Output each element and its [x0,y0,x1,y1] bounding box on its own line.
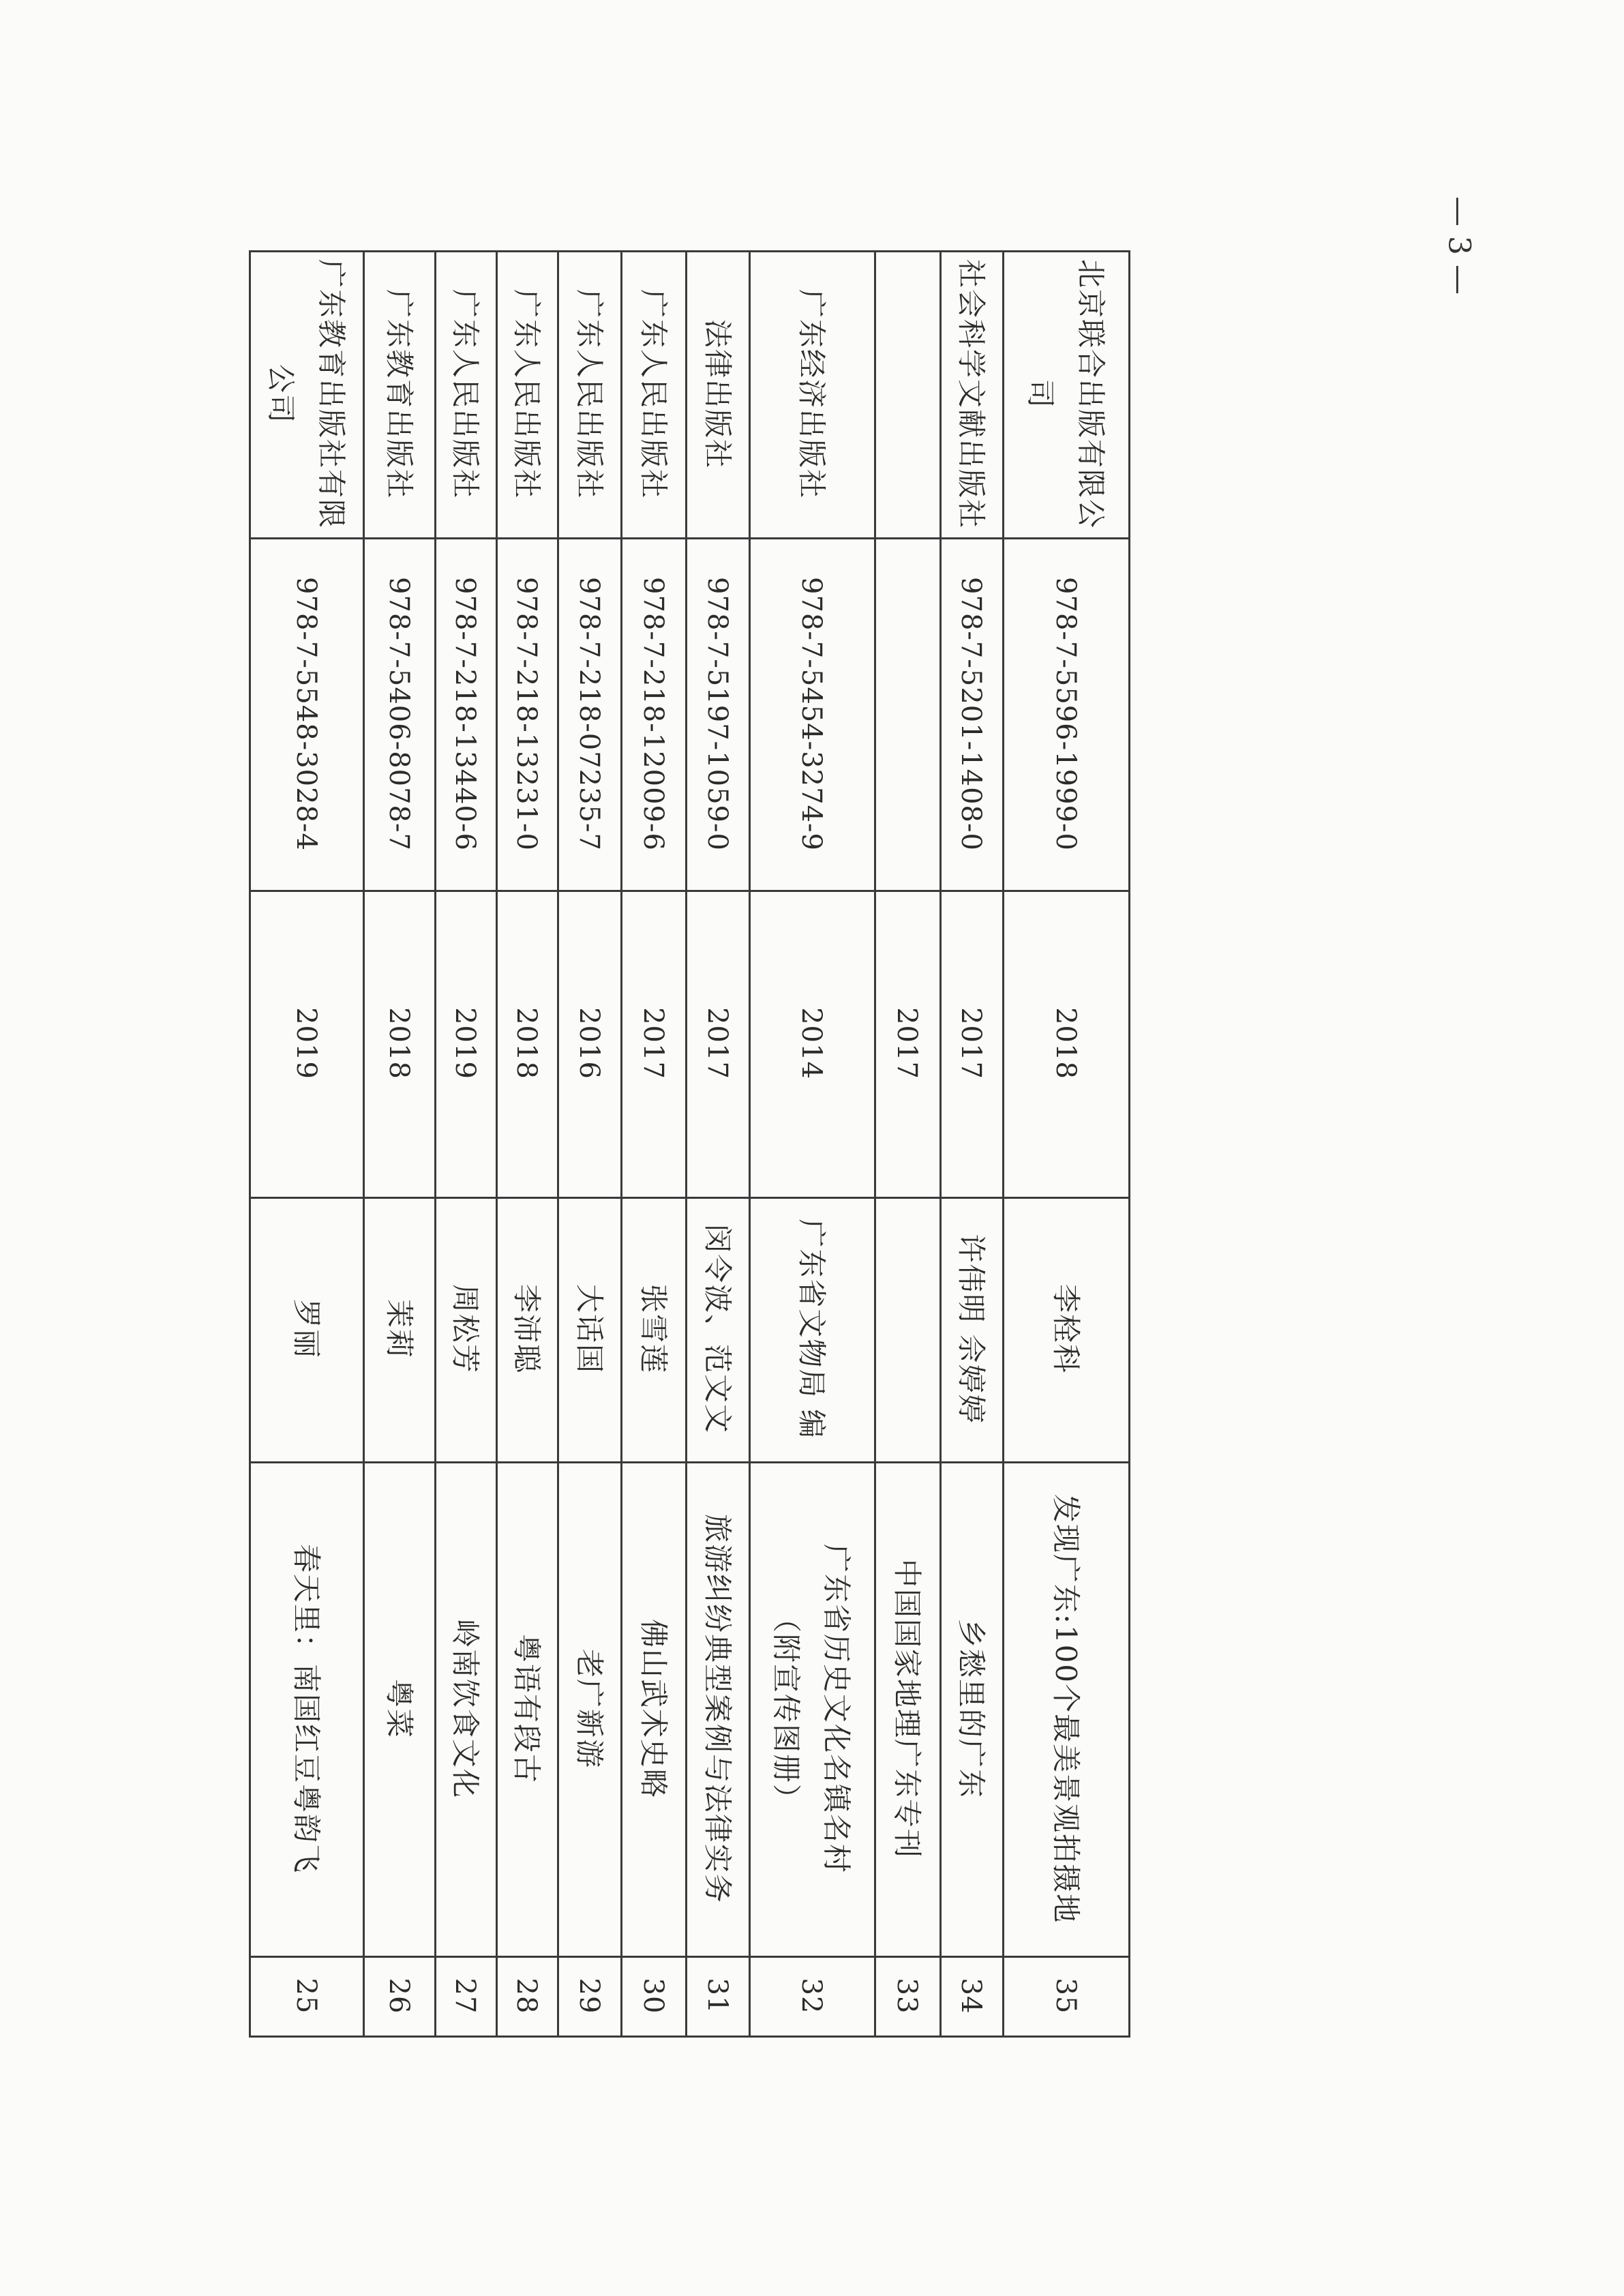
cell-year-text: 2016 [573,1007,605,1079]
cell-publisher [939,250,1002,537]
cell-author [434,1197,496,1461]
cell-no [685,1956,749,2036]
cell-no [749,1956,874,2036]
cell-year-text: 2019 [290,1007,322,1079]
cell-no-text: 29 [573,1978,605,2014]
cell-publisher [557,250,620,537]
cell-publisher-text: 广东人民出版社 [448,288,482,499]
cell-publisher-text: 北京联合出版有限公 司 [1023,258,1107,529]
cell-publisher [434,250,496,537]
cell-title-text: 粤菜 [382,1678,416,1739]
cell-author [749,1197,874,1461]
cell-isbn [939,537,1002,890]
table-border-vertical [1128,250,1130,2038]
cell-author [939,1197,1002,1461]
cell-no-text: 35 [1049,1978,1081,2014]
cell-no-text: 32 [796,1978,827,2014]
cell-title-text: 乡愁里的广东 [954,1618,988,1799]
cell-no [620,1956,685,2036]
cell-isbn-text: 978-7-218-13440-6 [449,576,481,851]
cell-year [557,890,620,1197]
cell-no [557,1956,620,2036]
cell-isbn [496,537,557,890]
cell-publisher [496,250,557,537]
cell-title [363,1461,434,1956]
cell-year [685,890,749,1197]
cell-title [874,1461,939,1956]
cell-isbn-text: 978-7-5548-3028-4 [290,576,322,851]
cell-year-text: 2018 [511,1007,542,1079]
cell-title-text: 粤语有段古 [509,1633,543,1784]
cell-no [363,1956,434,2036]
cell-year [249,890,363,1197]
cell-author [496,1197,557,1461]
cell-isbn [363,537,434,890]
cell-author-text: 许伟明 佘婷婷 [954,1234,988,1425]
cell-year-text: 2018 [382,1007,415,1079]
cell-publisher [874,250,939,537]
cell-year [620,890,685,1197]
cell-publisher [1002,250,1128,537]
cell-year-text: 2017 [955,1007,987,1079]
cell-title-text: 广东省历史文化名镇名村 （附宣传图册） [770,1543,854,1874]
cell-no-text: 31 [701,1978,733,2014]
cell-title [496,1461,557,1956]
cell-publisher-text: 广东经济出版社 [794,288,828,499]
cell-year [496,890,557,1197]
cell-title [939,1461,1002,1956]
cell-author-text: 闵令波、范文文 [700,1223,734,1435]
cell-title-text: 春天里：南国红豆粤韵飞 [289,1543,323,1874]
cell-isbn-text: 978-7-218-12009-6 [637,576,669,851]
cell-isbn [557,537,620,890]
cell-author [363,1197,434,1461]
cell-author-text: 李栓科 [1049,1283,1083,1375]
cell-title-text: 佛山武术史略 [636,1618,670,1799]
cell-title [749,1461,874,1956]
cell-publisher-text: 社会科学文献出版社 [954,258,988,529]
table-border-horizontal [249,2036,1130,2038]
cell-publisher-text: 广东教育出版社有限 公司 [264,258,348,529]
cell-author-text: 罗丽 [289,1298,323,1360]
cell-no-text: 27 [449,1978,481,2014]
cell-isbn [874,537,939,890]
cell-no [874,1956,939,2036]
cell-year [749,890,874,1197]
cell-publisher [620,250,685,537]
cell-isbn [249,537,363,890]
cell-title [685,1461,749,1956]
cell-year-text: 2017 [701,1007,733,1079]
cell-isbn [434,537,496,890]
cell-isbn [620,537,685,890]
cell-publisher-text: 法律出版社 [700,318,734,469]
cell-title [434,1461,496,1956]
cell-year [363,890,434,1197]
cell-author-text: 大话国 [572,1283,606,1375]
cell-no [496,1956,557,2036]
cell-author [620,1197,685,1461]
cell-title [249,1461,363,1956]
cell-isbn-text: 978-7-5197-1059-0 [701,576,733,851]
cell-title [1002,1461,1128,1956]
cell-author-text: 张雪莲 [636,1283,670,1375]
cell-year [434,890,496,1197]
cell-publisher-text: 广东教育出版社 [382,288,416,499]
cell-isbn-text: 978-7-5201-1408-0 [955,576,987,851]
cell-author [557,1197,620,1461]
cell-author [685,1197,749,1461]
cell-publisher-text: 广东人民出版社 [636,288,670,499]
cell-author-text: 茉莉 [382,1298,416,1360]
cell-no-text: 33 [891,1978,922,2014]
cell-isbn-text: 978-7-5596-1999-0 [1049,576,1081,851]
cell-author [1002,1197,1128,1461]
cell-no [939,1956,1002,2036]
page-number-text: — 3 — [1441,196,1477,295]
cell-year [939,890,1002,1197]
cell-isbn [685,537,749,890]
cell-publisher [249,250,363,537]
cell-title-text: 老广新游 [572,1648,606,1769]
cell-isbn [1002,537,1128,890]
cell-author-text: 李沛聪 [509,1283,543,1375]
cell-title-text: 旅游纠纷典型案例与法律实务 [700,1513,734,1904]
cell-no [1002,1956,1128,2036]
cell-isbn-text: 978-7-218-07235-7 [573,576,605,851]
cell-publisher [685,250,749,537]
cell-no-text: 25 [290,1978,322,2014]
cell-publisher [363,250,434,537]
cell-no-text: 26 [382,1978,415,2014]
cell-year-text: 2014 [796,1007,827,1079]
cell-year-text: 2018 [1049,1007,1081,1079]
cell-publisher-text: 广东人民出版社 [572,288,606,499]
cell-author [874,1197,939,1461]
cell-no [249,1956,363,2036]
cell-title-text: 岭南饮食文化 [448,1618,482,1799]
cell-year [1002,890,1128,1197]
cell-author [249,1197,363,1461]
cell-author-text: 广东省文物局 编 [794,1219,828,1440]
cell-isbn-text: 978-7-5454-3274-9 [796,576,827,851]
cell-title [557,1461,620,1956]
cell-year-text: 2017 [637,1007,669,1079]
cell-title [620,1461,685,1956]
cell-title-text: 中国国家地理广东专刊 [890,1558,924,1859]
cell-title-text: 发现广东:100个最美景观拍摄地 [1049,1493,1083,1924]
cell-publisher-text: 广东人民出版社 [509,288,543,499]
cell-isbn-text: 978-7-5406-8078-7 [382,576,415,851]
cell-no-text: 28 [511,1978,542,2014]
cell-no-text: 34 [955,1978,987,2014]
cell-year [874,890,939,1197]
cell-author-text: 周松芳 [448,1283,482,1375]
cell-isbn-text: 978-7-218-13231-0 [511,576,542,851]
cell-year-text: 2019 [449,1007,481,1079]
cell-no-text: 30 [637,1978,669,2014]
cell-no [434,1956,496,2036]
cell-isbn [749,537,874,890]
cell-year-text: 2017 [891,1007,922,1079]
cell-publisher [749,250,874,537]
